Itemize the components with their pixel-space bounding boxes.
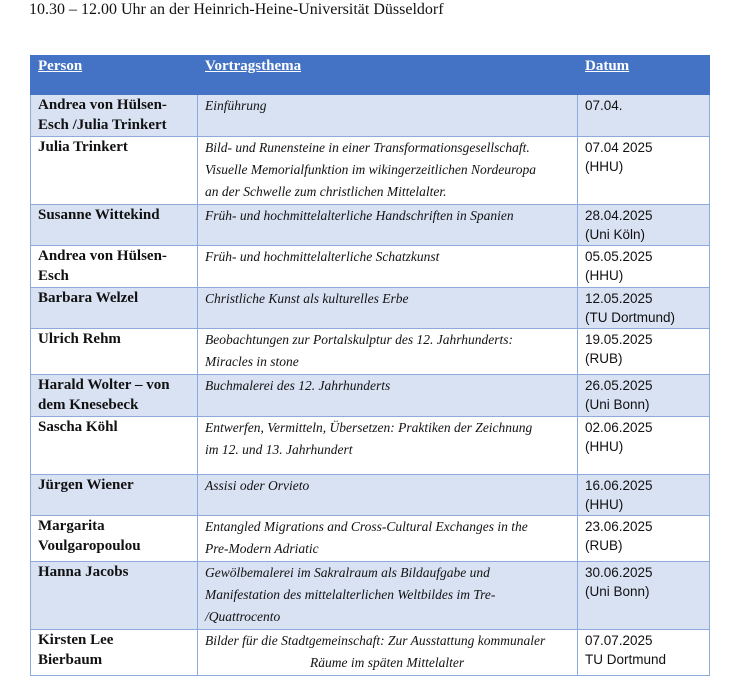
topic-line: Früh- und hochmittelalterliche Handschriften in Spanien [205, 208, 514, 223]
topic-line: Früh- und hochmittelalterliche Schatzkunst [205, 249, 440, 264]
date-cell [578, 94, 710, 137]
date-line: (Uni Bonn) [585, 584, 650, 599]
topic-line: Beobachtungen zur Portalskulptur des 12. Jahrhunderts: [205, 332, 513, 347]
person-cell [31, 630, 198, 676]
person-line: Esch /Julia Trinkert [38, 116, 167, 133]
person-line: Ulrich Rehm [38, 331, 121, 347]
topic-cell [198, 246, 578, 288]
lecture-schedule-table [30, 55, 710, 676]
date-line: (HHU) [585, 159, 624, 174]
topic-line: Miracles in stone [205, 354, 299, 369]
date-line: 05.05.2025 [585, 249, 653, 264]
table-row [31, 288, 710, 329]
topic-cell [198, 94, 578, 137]
person-line: Hanna Jacobs [38, 564, 129, 580]
person-line: Julia Trinkert [38, 139, 128, 155]
date-line: (HHU) [585, 439, 624, 454]
date-cell [578, 630, 710, 676]
topic-cell [198, 288, 578, 329]
table-row [31, 417, 710, 475]
person-line: Sascha Köhl [38, 419, 118, 435]
topic-line: Buchmalerei des 12. Jahrhunderts [205, 378, 391, 393]
date-line: 07.04. [585, 98, 623, 113]
date-line: (Uni Bonn) [585, 397, 650, 412]
table-row [31, 137, 710, 205]
date-cell [578, 516, 710, 562]
date-cell [578, 205, 710, 246]
person-cell [31, 205, 198, 246]
topic-line: Entwerfen, Vermitteln, Übersetzen: Praktiken der Zeichnung [205, 420, 533, 435]
person-cell [31, 137, 198, 205]
person-cell [31, 516, 198, 562]
person-cell [31, 329, 198, 375]
date-line: 19.05.2025 [585, 332, 653, 347]
date-line: 16.06.2025 [585, 478, 653, 493]
topic-cell [198, 630, 578, 676]
topic-cell [198, 475, 578, 516]
topic-line: Christliche Kunst als kulturelles Erbe [205, 291, 409, 306]
person-cell [31, 475, 198, 516]
date-line: (Uni Köln) [585, 227, 646, 242]
date-line: TU Dortmund [585, 652, 667, 667]
date-line: (RUB) [585, 351, 623, 366]
date-cell [578, 288, 710, 329]
date-line: 12.05.2025 [585, 291, 653, 306]
topic-cell [198, 417, 578, 475]
person-line: Kirsten Lee [38, 632, 114, 648]
person-cell [31, 562, 198, 630]
date-line: 07.04 2025 [585, 140, 653, 155]
topic-line: Entangled Migrations and Cross-Cultural Exchanges in the [205, 519, 528, 534]
date-cell [578, 562, 710, 630]
table-header-row [31, 55, 710, 94]
person-line: Susanne Wittekind [38, 207, 160, 223]
person-line: Esch [38, 267, 69, 284]
date-line: 23.06.2025 [585, 519, 653, 534]
date-line: 26.05.2025 [585, 378, 653, 393]
person-line: Jürgen Wiener [38, 477, 134, 493]
person-line: dem Knesebeck [38, 396, 139, 413]
header-person: Person [31, 55, 198, 94]
topic-line: Bild- und Runensteine in einer Transformationsgesellschaft. [205, 140, 530, 155]
topic-line: Räume im späten Mittelalter [310, 655, 465, 670]
topic-cell [198, 562, 578, 630]
date-line: 30.06.2025 [585, 565, 653, 580]
person-line: Voulgaropoulou [38, 537, 141, 554]
person-cell [31, 94, 198, 137]
person-line: Bierbaum [38, 651, 103, 668]
topic-line: Manifestation des mittelalterlichen Weltbildes im Tre- [205, 587, 496, 602]
date-line: (HHU) [585, 497, 624, 512]
table-row [31, 246, 710, 288]
date-line: (TU Dortmund) [585, 310, 676, 325]
date-cell [578, 375, 710, 417]
person-cell [31, 417, 198, 475]
date-line: (RUB) [585, 538, 623, 553]
person-line: Andrea von Hülsen- [38, 97, 167, 113]
intro-line: 10.30 – 12.00 Uhr an der Heinrich-Heine-Universität Düsseldorf [29, 1, 444, 18]
date-cell [578, 246, 710, 288]
topic-cell [198, 137, 578, 205]
date-line: 28.04.2025 [585, 208, 653, 223]
topic-line: /Quattrocento [205, 609, 281, 624]
topic-line: Pre-Modern Adriatic [205, 541, 319, 556]
person-line: Margarita [38, 518, 105, 534]
topic-line: Bilder für die Stadtgemeinschaft: Zur Ausstattung kommunaler [205, 633, 546, 648]
date-cell [578, 137, 710, 205]
topic-cell [198, 375, 578, 417]
person-cell [31, 246, 198, 288]
topic-line: Visuelle Memorialfunktion im wikingerzeitlichen Nordeuropa [205, 162, 536, 177]
table-row [31, 375, 710, 417]
person-cell [31, 375, 198, 417]
table-row [31, 562, 710, 630]
table-row [31, 94, 710, 137]
topic-line: an der Schwelle zum christlichen Mittelalter. [205, 184, 447, 199]
table-row [31, 630, 710, 676]
date-cell [578, 475, 710, 516]
table-body [31, 94, 710, 676]
topic-cell [198, 329, 578, 375]
person-line: Andrea von Hülsen- [38, 248, 167, 264]
header-topic: Vortragsthema [198, 55, 578, 94]
date-line: 07.07.2025 [585, 633, 653, 648]
topic-cell [198, 516, 578, 562]
person-line: Harald Wolter – von [38, 377, 170, 393]
date-cell [578, 417, 710, 475]
date-cell [578, 329, 710, 375]
date-line: (HHU) [585, 268, 624, 283]
table-row [31, 205, 710, 246]
date-line: 02.06.2025 [585, 420, 653, 435]
table-row [31, 516, 710, 562]
table-row [31, 475, 710, 516]
topic-line: im 12. und 13. Jahrhundert [205, 442, 353, 457]
topic-line: Gewölbemalerei im Sakralraum als Bildaufgabe und [205, 565, 490, 580]
person-line: Barbara Welzel [38, 290, 139, 306]
topic-line: Assisi oder Orvieto [205, 478, 310, 493]
topic-cell [198, 205, 578, 246]
topic-line: Einführung [205, 98, 267, 113]
person-cell [31, 288, 198, 329]
header-date: Datum [578, 55, 710, 94]
table-row [31, 329, 710, 375]
